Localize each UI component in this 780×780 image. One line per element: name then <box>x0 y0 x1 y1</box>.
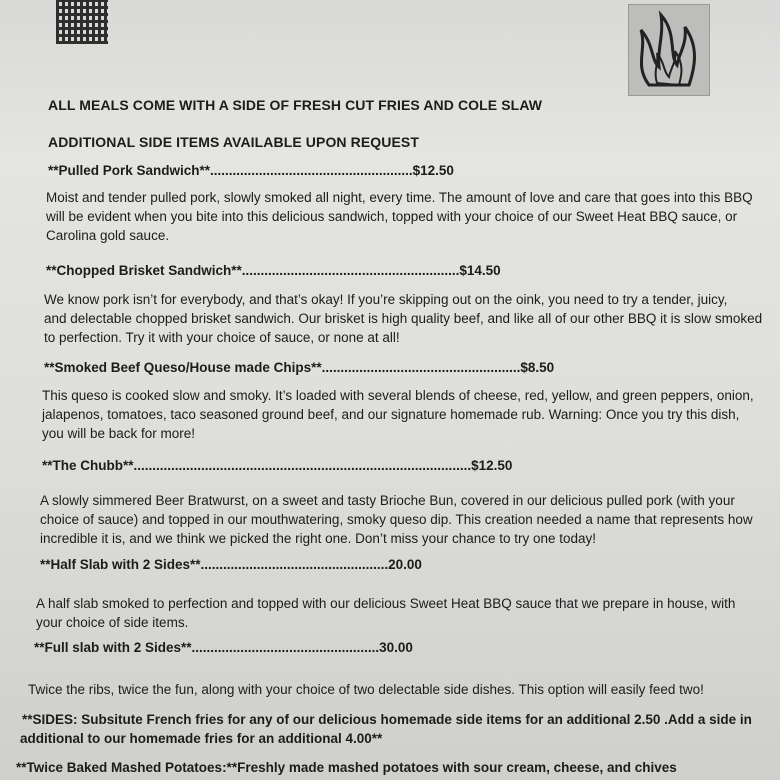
item-desc: choice of sauce) and topped in our mouthwatering, smoky queso dip. This creation needed a name that represents how <box>40 512 753 527</box>
item-desc: A slowly simmered Beer Bratwurst, on a sweet and tasty Brioche Bun, covered in our delicious pulled pork (with your <box>40 493 735 508</box>
flame-logo-icon <box>628 4 710 96</box>
item-desc: jalapenos, tomatoes, taco seasoned ground beef, and our signature homemade rub. Warning: Once you try this dish, <box>42 407 740 422</box>
item-title: **Half Slab with 2 Sides**..................................................20.00 <box>40 557 422 572</box>
item-title: **Twice Baked Mashed Potatoes:**Freshly made mashed potatoes with sour cream, cheese, and chives <box>16 760 677 775</box>
item-desc: Twice the ribs, twice the fun, along with your choice of two delectable side dishes. This option will easily feed two! <box>28 682 704 697</box>
item-desc: and delectable chopped brisket sandwich. Our brisket is high quality beef, and like all of our other BBQ it is slow smoked <box>44 311 763 326</box>
header-line-2: ADDITIONAL SIDE ITEMS AVAILABLE UPON REQUEST <box>48 134 420 150</box>
item-title: **Pulled Pork Sandwich**......................................................$12.50 <box>48 163 454 178</box>
header-line-1: ALL MEALS COME WITH A SIDE OF FRESH CUT FRIES AND COLE SLAW <box>48 97 543 113</box>
item-desc: will be evident when you bite into this delicious sandwich, topped with your choice of our Sweet Heat BBQ sauce, or <box>46 209 738 224</box>
item-title: **Smoked Beef Queso/House made Chips**.....................................................$8.50 <box>44 360 555 375</box>
item-desc: A half slab smoked to perfection and topped with our delicious Sweet Heat BBQ sauce that we prepare in house, with <box>36 596 736 611</box>
sides-note: **SIDES: Subsitute French fries for any of our delicious homemade side items for an additional 2.50 .Add a side in <box>22 712 752 727</box>
item-desc: This queso is cooked slow and smoky. It’s loaded with several blends of cheese, red, yellow, and green peppers, onion, <box>42 388 754 403</box>
item-title: **The Chubb**..........................................................................................$12.50 <box>42 458 513 473</box>
qr-code-icon <box>56 0 108 44</box>
item-desc: Carolina gold sauce. <box>46 228 170 243</box>
item-desc: We know pork isn’t for everybody, and that’s okay! If you’re skipping out on the oink, you need to try a tender, juicy, <box>44 292 728 307</box>
item-desc: your choice of side items. <box>36 615 189 630</box>
sides-note: additional to our homemade fries for an additional 4.00** <box>20 731 383 746</box>
item-desc: to perfection. Try it with your choice of sauce, or none at all! <box>44 330 400 345</box>
item-desc: you will be back for more! <box>42 426 196 441</box>
item-desc: Moist and tender pulled pork, slowly smoked all night, every time. The amount of love and care that goes into this BBQ <box>46 190 753 205</box>
item-title: **Chopped Brisket Sandwich**..........................................................$14.50 <box>46 263 501 278</box>
item-desc: incredible it is, and we think we picked the right one. Don’t miss your chance to try one today! <box>40 531 597 546</box>
item-title: **Full slab with 2 Sides**..................................................30.00 <box>34 640 413 655</box>
